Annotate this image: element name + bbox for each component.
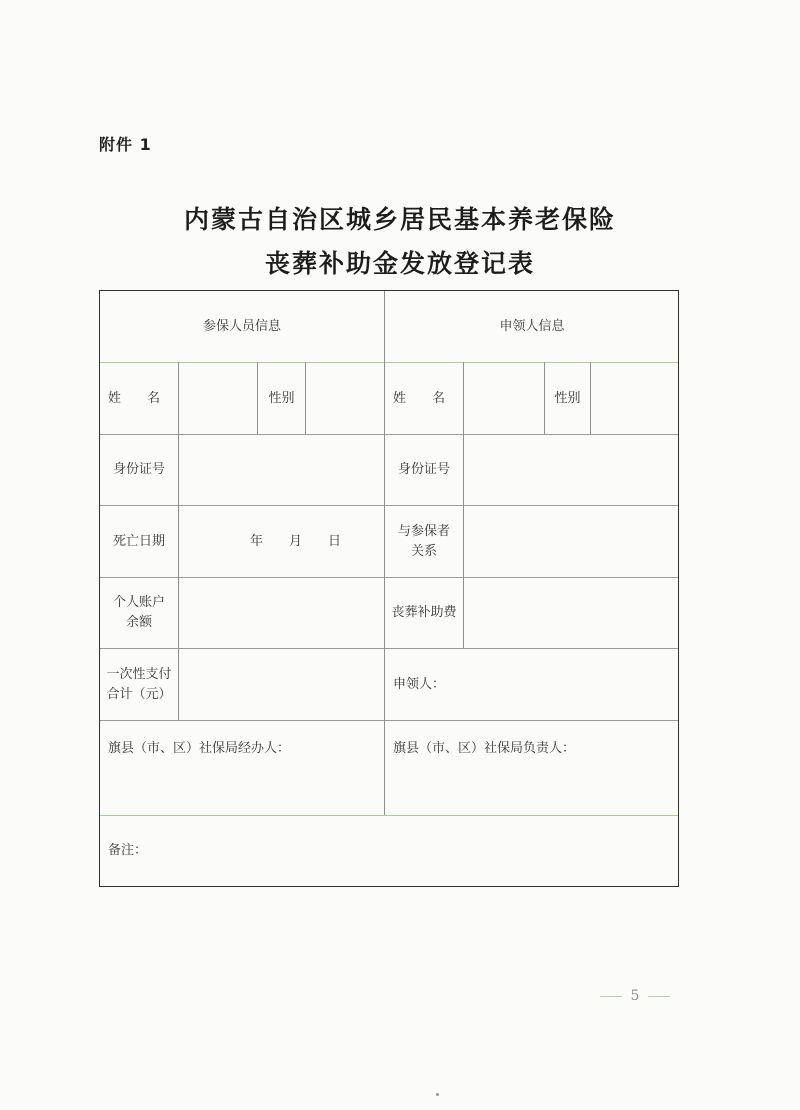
death-date-label: 死亡日期: [112, 533, 165, 549]
insured-gender-label: 性别: [268, 390, 295, 406]
applicant-id-label: 身份证号: [397, 462, 450, 477]
applicant-info-header: 申领人信息: [499, 318, 565, 334]
applicant-gender-field[interactable]: [591, 363, 679, 434]
insured-id-field[interactable]: [179, 435, 384, 505]
page-number-text: 5: [630, 988, 640, 1004]
form-title-line-1: 内蒙古自治区城乡居民基本养老保险: [183, 205, 616, 234]
insured-name-field[interactable]: [179, 363, 257, 434]
insured-info-header: 参保人员信息: [202, 318, 281, 334]
attachment-label: 附件 1: [99, 135, 152, 154]
registration-form-table: [99, 290, 679, 887]
applicant-name-field[interactable]: [464, 363, 544, 434]
relationship-field[interactable]: [464, 506, 679, 577]
account-balance-label: 个人账户余额: [112, 595, 165, 630]
lump-sum-total-field[interactable]: [179, 649, 384, 720]
page-number-dash-left: [600, 996, 622, 997]
bureau-handler-field[interactable]: 旗县（市、区）社保局经办人：: [108, 741, 291, 756]
death-date-field[interactable]: 年 月 日: [249, 533, 341, 549]
insured-id-label: 身份证号: [112, 462, 165, 477]
applicant-name-label: 姓 名: [393, 390, 446, 406]
bureau-leader-field[interactable]: 旗县（市、区）社保局负责人：: [393, 741, 576, 756]
applicant-gender-label: 性别: [554, 390, 581, 406]
account-balance-field[interactable]: [179, 578, 384, 648]
funeral-subsidy-field[interactable]: [464, 578, 679, 648]
insured-name-label: 姓 名: [108, 390, 161, 406]
applicant-id-field[interactable]: [464, 435, 679, 505]
lump-sum-total-label: 一次性支付合计（元）: [106, 666, 172, 702]
scan-speck: [436, 1093, 439, 1096]
applicant-signature-field[interactable]: 申领人：: [393, 676, 446, 692]
page-number-dash-right: [648, 996, 670, 997]
insured-gender-field[interactable]: [306, 363, 384, 434]
form-title-line-2: 丧葬补助金发放登记表: [264, 249, 535, 278]
funeral-subsidy-label: 丧葬补助费: [391, 605, 457, 620]
page-number: [598, 988, 672, 1004]
remarks-field[interactable]: 备注：: [108, 843, 148, 858]
relationship-label: 与参保者关系: [397, 523, 450, 559]
